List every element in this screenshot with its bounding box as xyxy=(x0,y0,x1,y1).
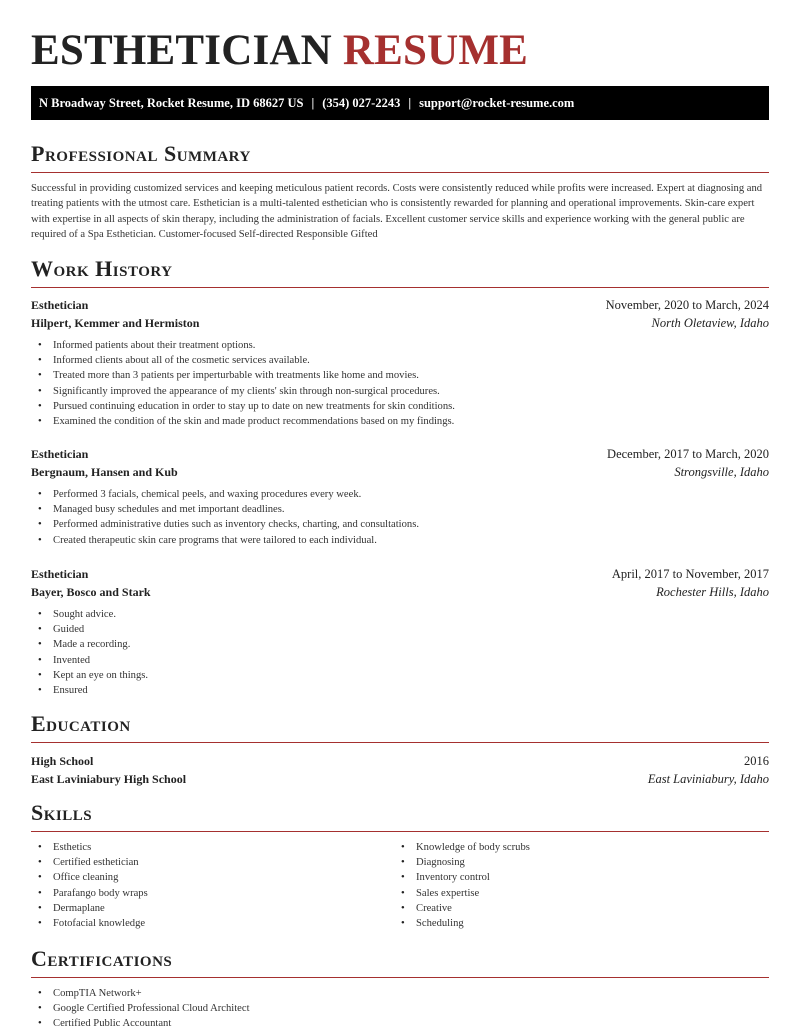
education-entry xyxy=(31,752,769,788)
job-title: Esthetician xyxy=(31,447,89,461)
education-year: 2016 xyxy=(744,754,769,768)
education-location: East Laviniabury, Idaho xyxy=(647,772,769,786)
section-divider xyxy=(31,287,769,288)
list-item: • Performed 3 facials, chemical peels, and waxing procedures every week. xyxy=(31,487,769,502)
list-item: • Dermaplane xyxy=(31,901,148,916)
list-item: • Certified Public Accountant xyxy=(31,1016,250,1031)
section-title-summary: Professional Summary xyxy=(31,141,251,166)
list-item: • Sales expertise xyxy=(394,886,530,901)
list-item: • Guided xyxy=(31,622,769,637)
list-item: • Pursued continuing education in order to stay up to date on new treatments for skin conditions. xyxy=(31,399,769,414)
list-item: • Informed patients about their treatment options. xyxy=(31,338,769,353)
section-divider xyxy=(31,831,769,832)
list-item: • Certified esthetician xyxy=(31,855,148,870)
section-divider xyxy=(31,172,769,173)
list-item: • Treated more than 3 patients per imperturbable with treatments like home and movies. xyxy=(31,368,769,383)
section-divider xyxy=(31,977,769,978)
list-item: • Examined the condition of the skin and made product recommendations based on my findings. xyxy=(31,414,769,429)
list-item: • Ensured xyxy=(31,683,769,698)
education-degree: High School xyxy=(31,754,94,768)
list-item: • Fotofacial knowledge xyxy=(31,916,148,931)
list-item: • Creative xyxy=(394,901,530,916)
job-location: Rochester Hills, Idaho xyxy=(656,585,769,599)
job-dates: April, 2017 to November, 2017 xyxy=(611,567,769,581)
job-location: Strongsville, Idaho xyxy=(674,465,769,479)
section-divider xyxy=(31,742,769,743)
resume-title xyxy=(31,27,528,75)
list-item: • Scheduling xyxy=(394,916,530,931)
job-dates: December, 2017 to March, 2020 xyxy=(607,447,769,461)
job-bullets xyxy=(31,338,769,429)
job-entry xyxy=(31,296,769,429)
section-title-certifications: Certifications xyxy=(31,946,173,971)
list-item: • Google Certified Professional Cloud Architect xyxy=(31,1001,250,1016)
list-item: • Invented xyxy=(31,653,769,668)
contact-phone: (354) 027-2243 xyxy=(322,96,401,110)
certifications-list xyxy=(31,986,250,1032)
job-entry xyxy=(31,445,769,548)
summary-text: Successful in providing customized services and keeping meticulous patient records. Costs were consistently reduced while profits were increased. Expert at diagnosing and treating patients with the utmost care. Esthetician is a multi-talented esthetician who is consistently rewarded for planning and operational improvements. Skin-care expert with expertise in all aspects of skin therapy, including the administration of facials. Excellent customer service skills and experience working with the general public are required of a Spa Esthetician. Customer-focused Self-directed Responsible Gifted xyxy=(31,183,763,240)
list-item: • Significantly improved the appearance of my clients' skin through non-surgical procedures. xyxy=(31,384,769,399)
list-item: • Informed clients about all of the cosmetic services available. xyxy=(31,353,769,368)
job-location: North Oletaview, Idaho xyxy=(651,316,769,330)
contact-bar xyxy=(31,86,769,120)
job-company: Hilpert, Kemmer and Hermiston xyxy=(31,316,200,330)
list-item: • CompTIA Network+ xyxy=(31,986,250,1001)
title-part-2: RESUME xyxy=(342,27,529,74)
skills-column-1 xyxy=(31,840,148,931)
contact-separator: | xyxy=(408,96,412,110)
list-item: • Made a recording. xyxy=(31,637,769,652)
job-company: Bergnaum, Hansen and Kub xyxy=(31,465,178,479)
title-part-1: ESTHETICIAN xyxy=(31,27,332,74)
list-item: • Knowledge of body scrubs xyxy=(394,840,530,855)
list-item: • Managed busy schedules and met important deadlines. xyxy=(31,502,769,517)
contact-separator: | xyxy=(311,96,315,110)
contact-email[interactable]: support@rocket-resume.com xyxy=(419,96,575,110)
job-title: Esthetician xyxy=(31,567,89,581)
section-title-work-history: Work History xyxy=(31,256,173,281)
job-title: Esthetician xyxy=(31,298,89,312)
skills-column-2 xyxy=(394,840,530,931)
list-item: • Parafango body wraps xyxy=(31,886,148,901)
section-title-education: Education xyxy=(31,711,131,736)
job-bullets xyxy=(31,487,769,548)
list-item: • Performed administrative duties such as inventory checks, charting, and consultations. xyxy=(31,517,769,532)
list-item: • Sought advice. xyxy=(31,607,769,622)
job-dates: November, 2020 to March, 2024 xyxy=(605,298,769,312)
list-item: • Esthetics xyxy=(31,840,148,855)
list-item: • Created therapeutic skin care programs that were tailored to each individual. xyxy=(31,533,769,548)
list-item: • Diagnosing xyxy=(394,855,530,870)
job-company: Bayer, Bosco and Stark xyxy=(31,585,151,599)
list-item: • Office cleaning xyxy=(31,870,148,885)
job-entry xyxy=(31,565,769,698)
job-bullets xyxy=(31,607,769,698)
list-item: • Inventory control xyxy=(394,870,530,885)
section-title-skills: Skills xyxy=(31,800,93,825)
education-school: East Laviniabury High School xyxy=(31,772,187,786)
contact-address: N Broadway Street, Rocket Resume, ID 68627 US xyxy=(39,96,304,110)
list-item: • Kept an eye on things. xyxy=(31,668,769,683)
